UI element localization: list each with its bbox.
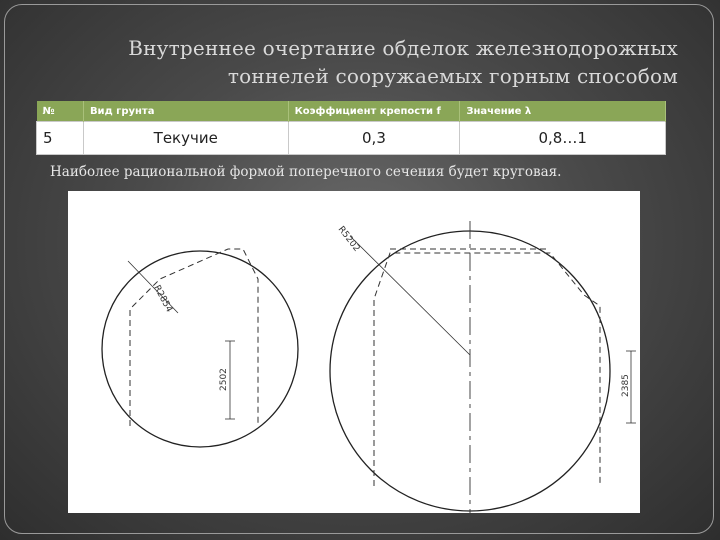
cell-soil-type: Текучие [83, 122, 288, 155]
title-line-2: тоннелей сооружаемых горным способом [227, 64, 678, 88]
table-row [37, 122, 666, 155]
header-soil-type: Вид грунта [83, 101, 288, 122]
right-radius-label: R5202 [335, 224, 362, 254]
cell-number: 5 [37, 122, 84, 155]
right-radius-line [350, 236, 470, 355]
left-dashed-contour [130, 249, 258, 426]
header-number: № [37, 101, 84, 122]
cell-strength-coefficient: 0,3 [288, 122, 460, 155]
right-height-label: 2385 [621, 374, 631, 397]
cell-lambda: 0,8…1 [460, 122, 666, 155]
title-line-1: Внутреннее очертание обделок железнодорожных [128, 36, 678, 60]
header-lambda: Значение λ [460, 101, 666, 122]
header-strength-coefficient: Коэффициент крепости f [288, 101, 460, 122]
right-dashed-contour [374, 253, 600, 486]
tunnel-cross-section-drawing [68, 191, 640, 513]
table-header-row [37, 101, 666, 122]
left-circle [102, 251, 298, 447]
soil-table [36, 101, 666, 155]
drawing-svg [68, 191, 640, 513]
left-radius-label: R2854 [151, 283, 174, 315]
slide-title [78, 34, 678, 90]
caption-text: Наиболее рациональной формой поперечного сечения будет круговая. [50, 164, 562, 180]
left-height-label: 2502 [219, 368, 229, 391]
